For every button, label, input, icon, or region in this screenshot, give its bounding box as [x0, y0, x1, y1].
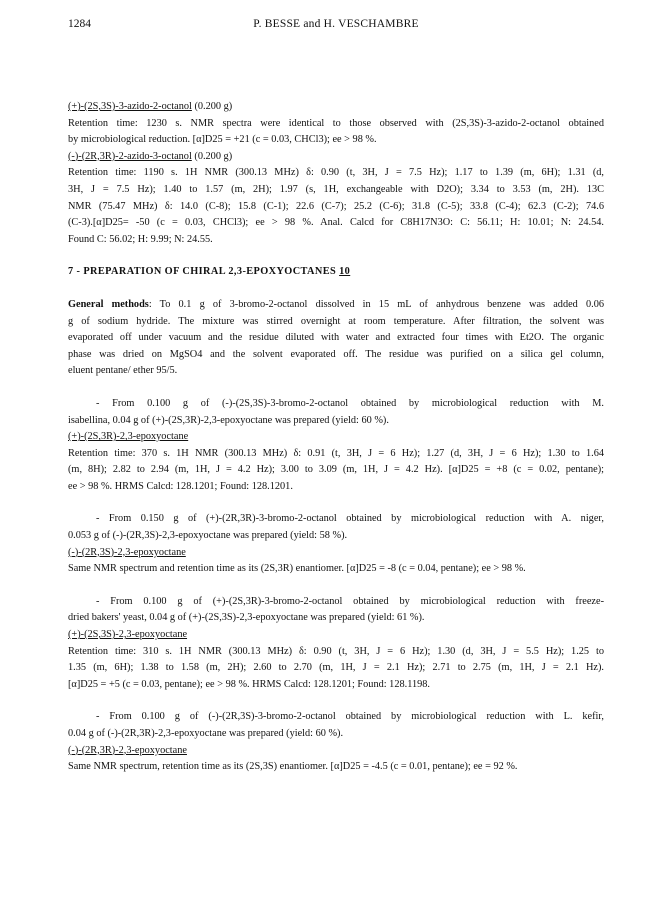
compound-heading: (+)-(2S,3R)-2,3-epoxyoctane: [68, 431, 189, 443]
compound-azido-3-octanol-block: [68, 149, 604, 249]
text-line: (m, 8H); 2.82 to 2.94 (m, 1H, J = 4.2 Hz); 3.00 to 3.09 (m, 1H, J = 4.2 Hz). [α]D25 = +8 (c = 0.02, pentane);: [68, 464, 604, 476]
compound-heading: (-)-(2R,3R)-2-azido-3-octanol (0.200 g): [68, 150, 233, 162]
text-line: - From 0.100 g of (-)-(2S,3S)-3-bromo-2-octanol obtained by microbiological reduction with M.: [96, 397, 604, 409]
text-line: - From 0.100 g of (-)-(2R,3S)-3-bromo-2-octanol obtained by microbiological reduction with L. kefir,: [96, 711, 604, 723]
text-line: Retention time: 370 s. 1H NMR (300.13 MHz) δ: 0.91 (t, 3H, J = 6 Hz); 1.27 (d, 3H, J = 6 Hz); 1.30 to 1.64: [68, 447, 604, 459]
running-title: P. BESSE and H. VESCHAMBRE: [253, 18, 419, 30]
text-line: NMR (75.47 MHz) δ: 14.0 (C-8); 15.8 (C-1); 22.6 (C-7); 25.2 (C-6); 31.8 (C-5); 33.8 (C-4); 62.3 (C-2); 74.6: [68, 200, 604, 212]
preparation-paragraph: [68, 511, 604, 577]
section-heading: 7 - PREPARATION OF CHIRAL 2,3-EPOXYOCTANES 10: [68, 266, 351, 278]
article-body: [68, 99, 604, 776]
text-line: 1.35 (m, 6H); 1.38 to 1.58 (m, 2H); 2.60 to 2.70 (m, 1H, J = 2.1 Hz); 2.71 to 2.75 (m, 1H, J = 2.1 Hz).: [68, 662, 604, 674]
compound-ref: 10: [339, 266, 351, 278]
text-line: Retention time: 310 s. 1H NMR (300.13 MHz) δ: 0.90 (t, 3H, J = 6 Hz); 1.30 (d, 3H, J = 5.5 Hz); 1.25 to: [68, 645, 604, 657]
compound-heading: (+)-(2S,3S)-3-azido-2-octanol (0.200 g): [68, 101, 233, 112]
text-line: Retention time: 1190 s. 1H NMR (300.13 MHz) δ: 0.90 (t, 3H, J = 7.5 Hz); 1.17 to 1.39 (m, 6H); 1.31 (d,: [68, 167, 604, 179]
text-line: [α]D25 = +5 (c = 0.03, pentane); ee > 98 %. HRMS Calcd: 128.1201; Found: 128.1198.: [68, 678, 430, 690]
text-line: General methods: To 0.1 g of 3-bromo-2-octanol dissolved in 15 mL of anhydrous benzene was added 0.06: [68, 298, 604, 310]
general-methods-label: General methods: [68, 298, 149, 310]
text-line: eluent pentane/ ether 95/5.: [68, 365, 178, 377]
text-line: dried bakers' yeast, 0.04 g of (+)-(2S,3S)-2,3-epoxyoctane was prepared (yield: 61 %).: [68, 612, 425, 624]
compound-azido-octanol-block: [68, 99, 604, 149]
preparation-paragraph: [68, 594, 604, 694]
text-line: isabellina, 0.04 g of (+)-(2S,3R)-2,3-epoxyoctane was prepared (yield: 60 %).: [68, 414, 389, 426]
text-line: by microbiological reduction. [α]D25 = +21 (c = 0.03, CHCl3); ee > 98 %.: [68, 134, 377, 146]
text-line: Found C: 56.02; H: 9.99; N: 24.55.: [68, 233, 213, 245]
text-line: 0.04 g of (-)-(2R,3R)-2,3-epoxyoctane was prepared (yield: 60 %).: [68, 728, 344, 739]
text-line: evaporated off under vacuum and the residue diluted with water and extracted four times with Et2O. The organic: [68, 332, 604, 344]
preparation-paragraph: [68, 396, 604, 496]
text-line: Same NMR spectrum, retention time as its (2S,3S) enantiomer. [α]D25 = -4.5 (c = 0.01, pentane); ee = 92 %.: [68, 761, 518, 773]
text-line: Retention time: 1230 s. NMR spectra were identical to those observed with (2S,3S)-3-azido-2-octanol obtained: [68, 117, 604, 129]
text-line: g of sodium hydride. The mixture was stirred overnight at room temperature. After filtration, the solvent was: [68, 315, 604, 327]
text-line: 3H, J = 7.5 Hz); 1.40 to 1.57 (m, 2H); 1.97 (s, 1H, exchangeable with D2O); 3.34 to 3.53 (m, 2H). 13C: [68, 183, 604, 195]
text-line: Same NMR spectrum and retention time as its (2S,3R) enantiomer. [α]D25 = -8 (c = 0.04, pentane); ee > 98 %.: [68, 563, 526, 575]
text-line: - From 0.150 g of (+)-(2R,3R)-3-bromo-2-octanol obtained by microbiological reduction with A. niger,: [96, 513, 604, 525]
compound-heading: (-)-(2R,3S)-2,3-epoxyoctane: [68, 546, 186, 558]
compound-heading: (+)-(2S,3S)-2,3-epoxyoctane: [68, 629, 188, 641]
text-line: - From 0.100 g of (+)-(2S,3R)-3-bromo-2-octanol obtained by microbiological reduction with freeze-: [96, 595, 604, 607]
preparation-paragraph: [68, 709, 604, 775]
text-line: (C-3).[α]D25= -50 (c = 0.03, CHCl3); ee > 98 %. Anal. Calcd for C8H17N3O: C: 56.11; H: 10.01; N: 24.54.: [68, 217, 604, 229]
page-number: 1284: [68, 18, 91, 30]
text-line: 0.053 g of (-)-(2R,3S)-2,3-epoxyoctane was prepared (yield: 58 %).: [68, 530, 348, 542]
text-line: phase was dried on MgSO4 and the solvent evaporated off. The residue was purified on a silica gel column,: [68, 348, 604, 360]
compound-heading: (-)-(2R,3R)-2,3-epoxyoctane: [68, 744, 187, 756]
running-header: [68, 18, 604, 36]
general-methods-paragraph: [68, 297, 604, 380]
text-line: ee > 98 %. HRMS Calcd: 128.1201; Found: 128.1201.: [68, 480, 293, 492]
